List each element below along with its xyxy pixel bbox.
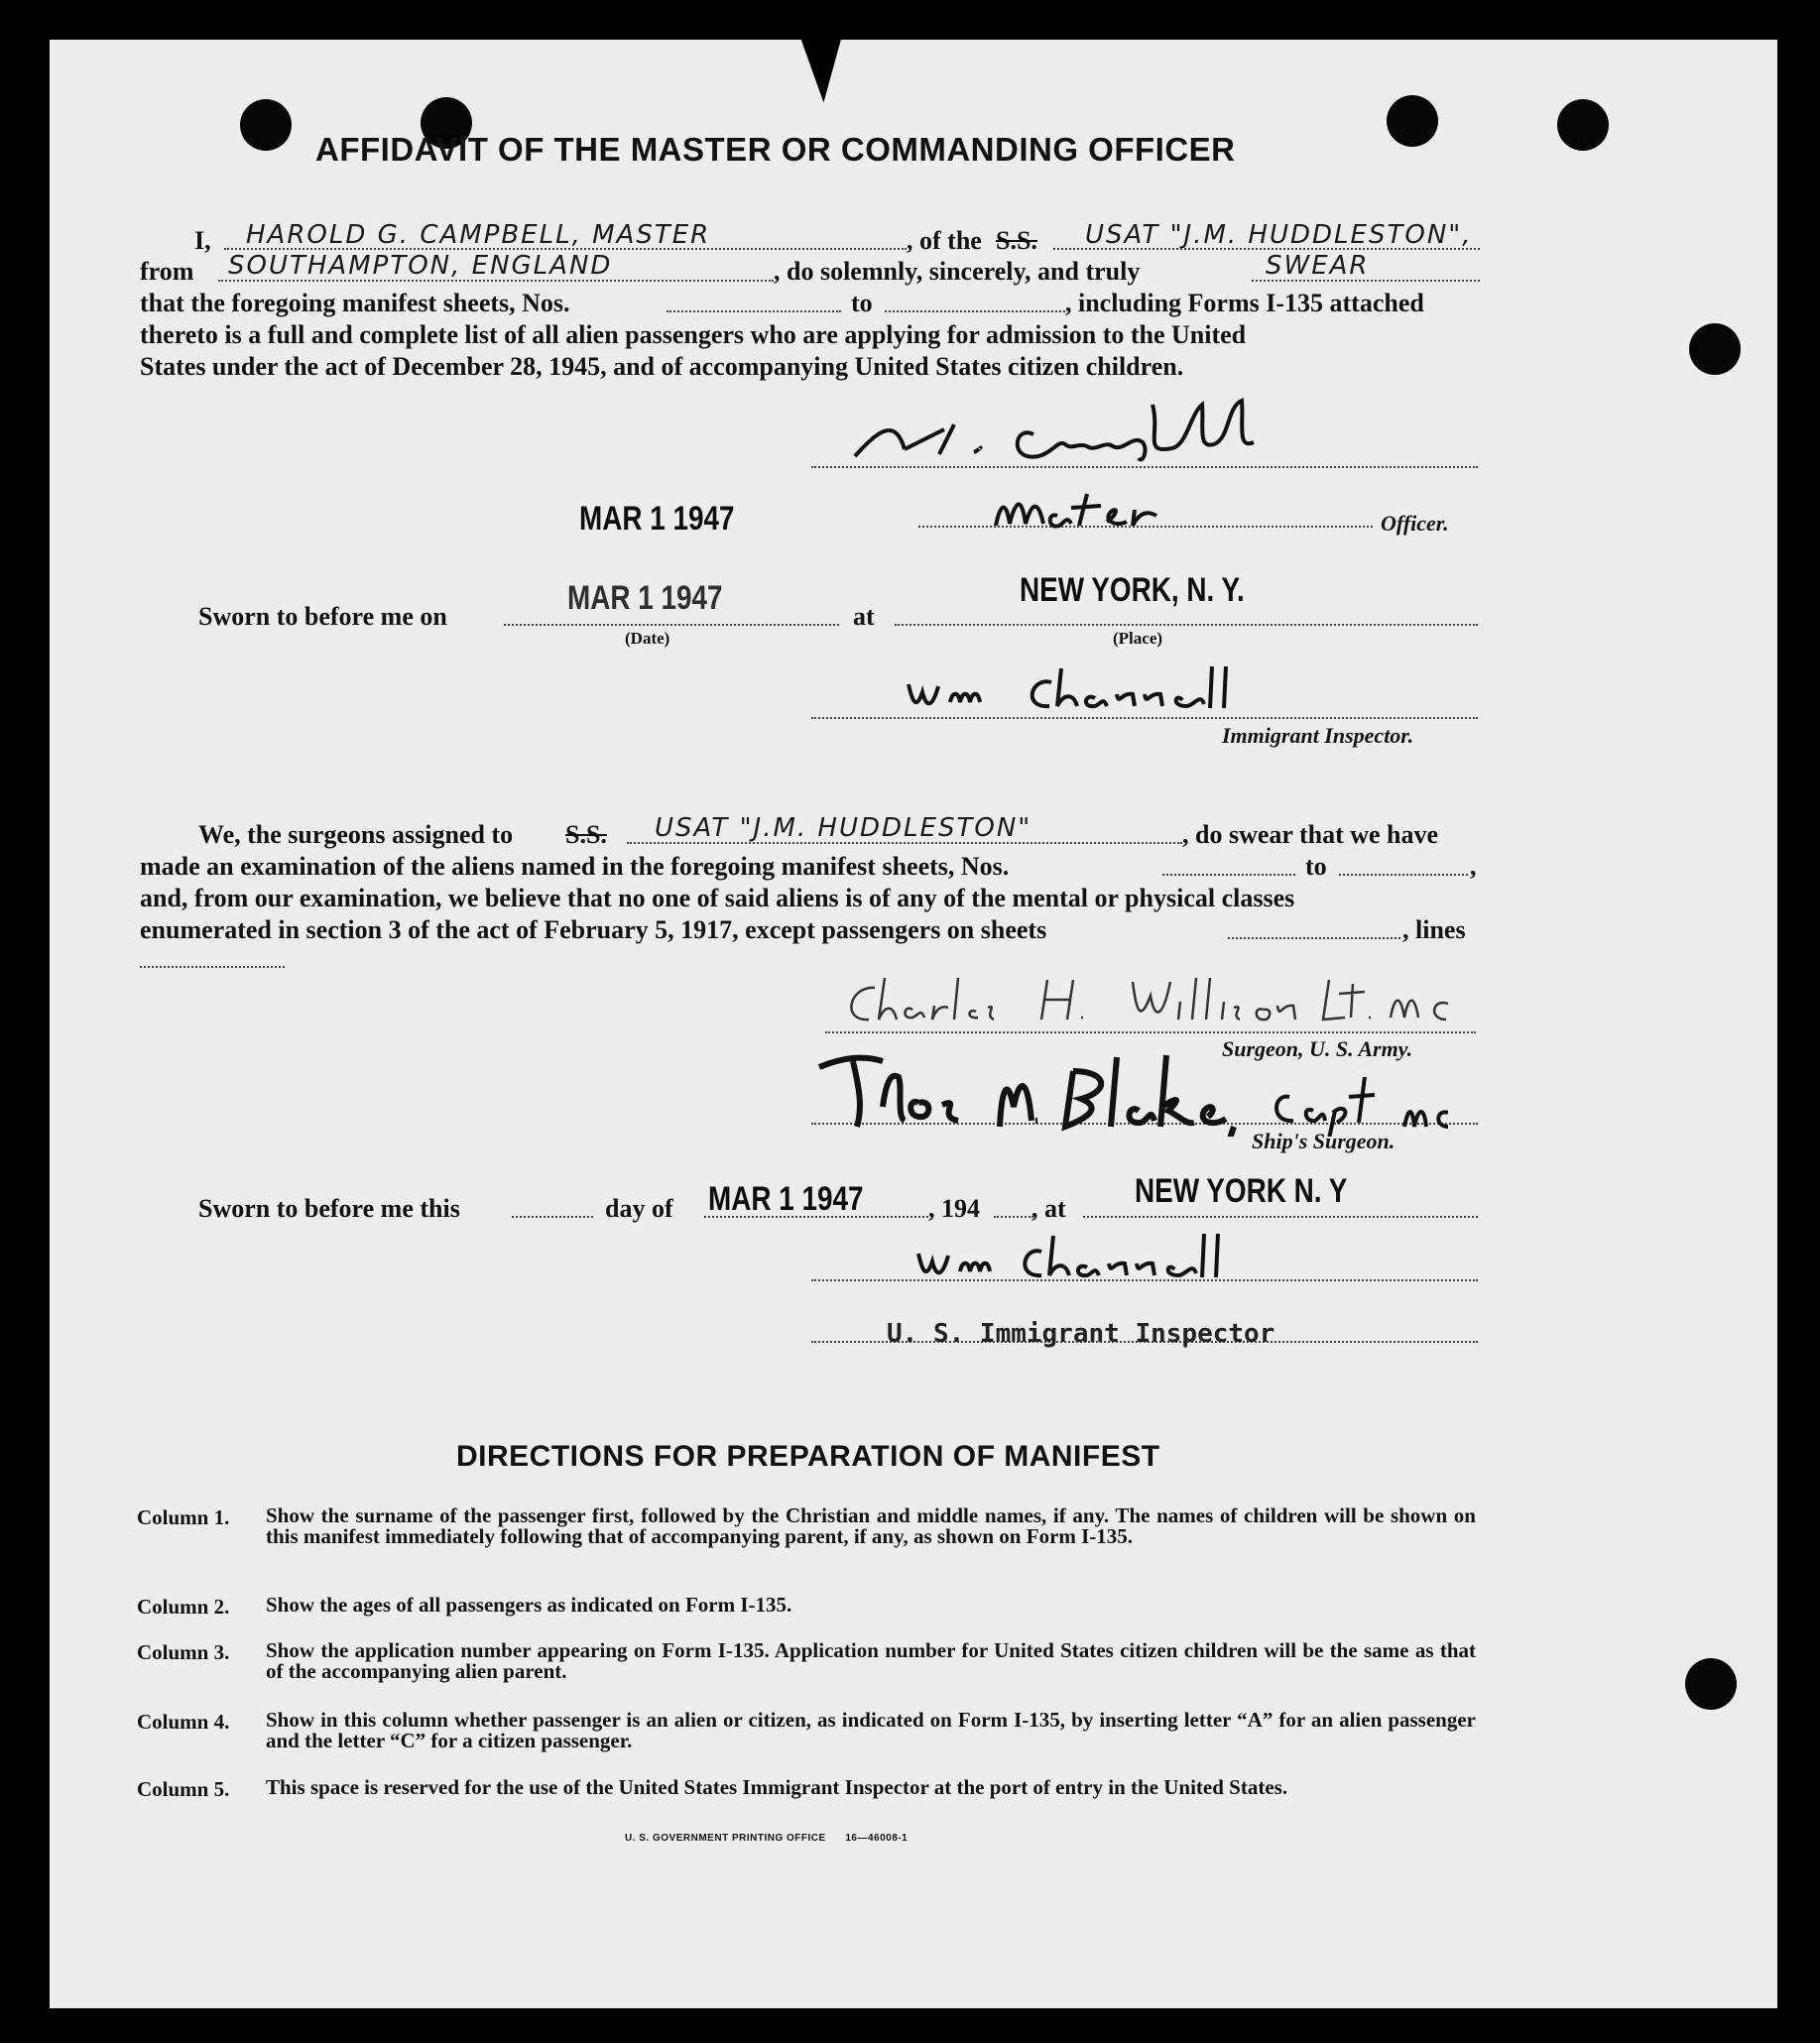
sworn2-day-line: [512, 1216, 593, 1218]
punch-hole: [1387, 95, 1438, 147]
surgeons-line4-a: enumerated in section 3 of the act of February 5, 1917, except passengers on sheets: [140, 915, 1047, 944]
sworn2-at: , at: [1031, 1194, 1066, 1223]
direction-column-label: Column 4.: [137, 1710, 230, 1734]
sworn2-year-line: [994, 1216, 1033, 1218]
punch-hole: [1557, 99, 1609, 151]
sheets-to-underline: [885, 310, 1065, 312]
master-date-stamp: MAR 1 1947: [579, 500, 735, 538]
sheets-from-underline: [667, 310, 841, 312]
direction-text: Show the application number appearing on Form I-135. Application number for United States citizen children will be the same as that of the accompanying alien parent.: [266, 1638, 1476, 1683]
oath-field: SWEAR: [1266, 251, 1370, 281]
surgeons-ss-struck: S.S.: [565, 820, 607, 849]
sworn2-day-of: day of: [605, 1194, 673, 1223]
direction-column-label: Column 3.: [137, 1640, 230, 1664]
sworn1-at: at: [853, 602, 875, 631]
master-title-handwriting: [988, 486, 1246, 536]
punch-hole: [1689, 323, 1741, 375]
sworn1-date-line: [504, 624, 839, 626]
sworn1-place-line: [895, 624, 1478, 626]
punch-hole: [240, 99, 292, 151]
line2-from: from: [140, 257, 194, 286]
line2-solemnly: , do solemnly, sincerely, and truly: [774, 257, 1141, 286]
surgeons-vessel-field: USAT "J.M. HUDDLESTON": [655, 813, 1032, 843]
direction-column-label: Column 5.: [137, 1777, 230, 1801]
surgeons-lines-line: [140, 966, 285, 968]
sworn2-label: Sworn to before me this: [198, 1194, 460, 1223]
inspector-label: Immigrant Inspector.: [1222, 723, 1414, 748]
master-signature: [845, 395, 1321, 474]
surgeon2-label: Ship's Surgeon.: [1252, 1129, 1395, 1153]
direction-text: Show the surname of the passenger first, followed by the Christian and middle names, if any. The names of children will be shown on this manifest immediately following that of accompanying parent, if any, as shown on Form I-135.: [266, 1503, 1476, 1548]
directions-title: DIRECTIONS FOR PREPARATION OF MANIFEST: [456, 1440, 1160, 1473]
sworn1-date-stamp: MAR 1 1947: [567, 579, 723, 617]
surgeons-sheets-from-line: [1162, 874, 1295, 876]
sworn2-place-line: [1083, 1216, 1478, 1218]
inspector2-signature: [912, 1230, 1339, 1285]
surgeon2-signature: [813, 1047, 1448, 1137]
surgeons-sheets-line: [1228, 937, 1400, 939]
vessel-name-field: USAT "J.M. HUDDLESTON",: [1085, 220, 1473, 250]
master-name-field: HAROLD G. CAMPBELL, MASTER: [246, 220, 711, 250]
direction-text: This space is reserved for the use of the United States Immigrant Inspector at the port of entry in the United States.: [266, 1775, 1288, 1799]
surgeons-line2-end: ,: [1470, 852, 1477, 881]
ss-struck: S.S.: [996, 226, 1037, 255]
inspector2-typed: U. S. Immigrant Inspector: [887, 1319, 1275, 1349]
date-caption: (Date): [625, 629, 670, 648]
punch-hole: [1685, 1658, 1737, 1710]
sworn2-year-prefix: , 194: [928, 1194, 980, 1223]
line3-text-b: , including Forms I-135 attached: [1065, 289, 1424, 317]
line3-text-a: that the foregoing manifest sheets, Nos.: [140, 289, 570, 317]
direction-column-label: Column 2.: [137, 1595, 230, 1619]
line1-of-the: , of the: [907, 226, 982, 255]
surgeons-line2-a: made an examination of the aliens named in the foregoing manifest sheets, Nos.: [140, 852, 1010, 881]
surgeons-sheets-to-line: [1339, 874, 1468, 876]
surgeons-we-line: We, the surgeons assigned to: [198, 820, 514, 849]
line5: States under the act of December 28, 1945, and of accompanying United States citizen children.: [140, 352, 1184, 381]
line3-to: to: [851, 289, 873, 317]
inspector-signature: [903, 662, 1329, 722]
surgeons-swear: , do swear that we have: [1182, 820, 1439, 849]
sworn2-place-stamp: NEW YORK N. Y: [1135, 1172, 1348, 1210]
port-field: SOUTHAMPTON, ENGLAND: [228, 251, 613, 281]
sworn2-date-stamp: MAR 1 1947: [708, 1180, 864, 1218]
sworn1-place-stamp: NEW YORK, N. Y.: [1020, 571, 1245, 609]
direction-column-label: Column 1.: [137, 1505, 230, 1529]
place-caption: (Place): [1113, 629, 1163, 648]
direction-text: Show the ages of all passengers as indicated on Form I-135.: [266, 1593, 792, 1617]
printing-office-footer: U. S. GOVERNMENT PRINTING OFFICE 16—46008-1: [625, 1833, 909, 1844]
line1-prefix: I,: [194, 226, 211, 255]
surgeons-line4-b: , lines: [1402, 915, 1466, 944]
sworn1-label: Sworn to before me on: [198, 602, 447, 631]
officer-label: Officer.: [1381, 511, 1449, 536]
surgeons-line2-to: to: [1305, 852, 1327, 881]
direction-text: Show in this column whether passenger is an alien or citizen, as indicated on Form I-135, by inserting letter “A” for an alien passenger and the letter “C” for a citizen passenger.: [266, 1708, 1476, 1752]
surgeon1-signature: [839, 974, 1474, 1033]
line4: thereto is a full and complete list of all alien passengers who are applying for admission to the United: [140, 320, 1247, 349]
surgeon1-label: Surgeon, U. S. Army.: [1222, 1036, 1413, 1061]
surgeons-line3: and, from our examination, we believe that no one of said aliens is of any of the mental or physical classes: [140, 884, 1295, 912]
page-title: AFFIDAVIT OF THE MASTER OR COMMANDING OFFICER: [315, 131, 1236, 168]
